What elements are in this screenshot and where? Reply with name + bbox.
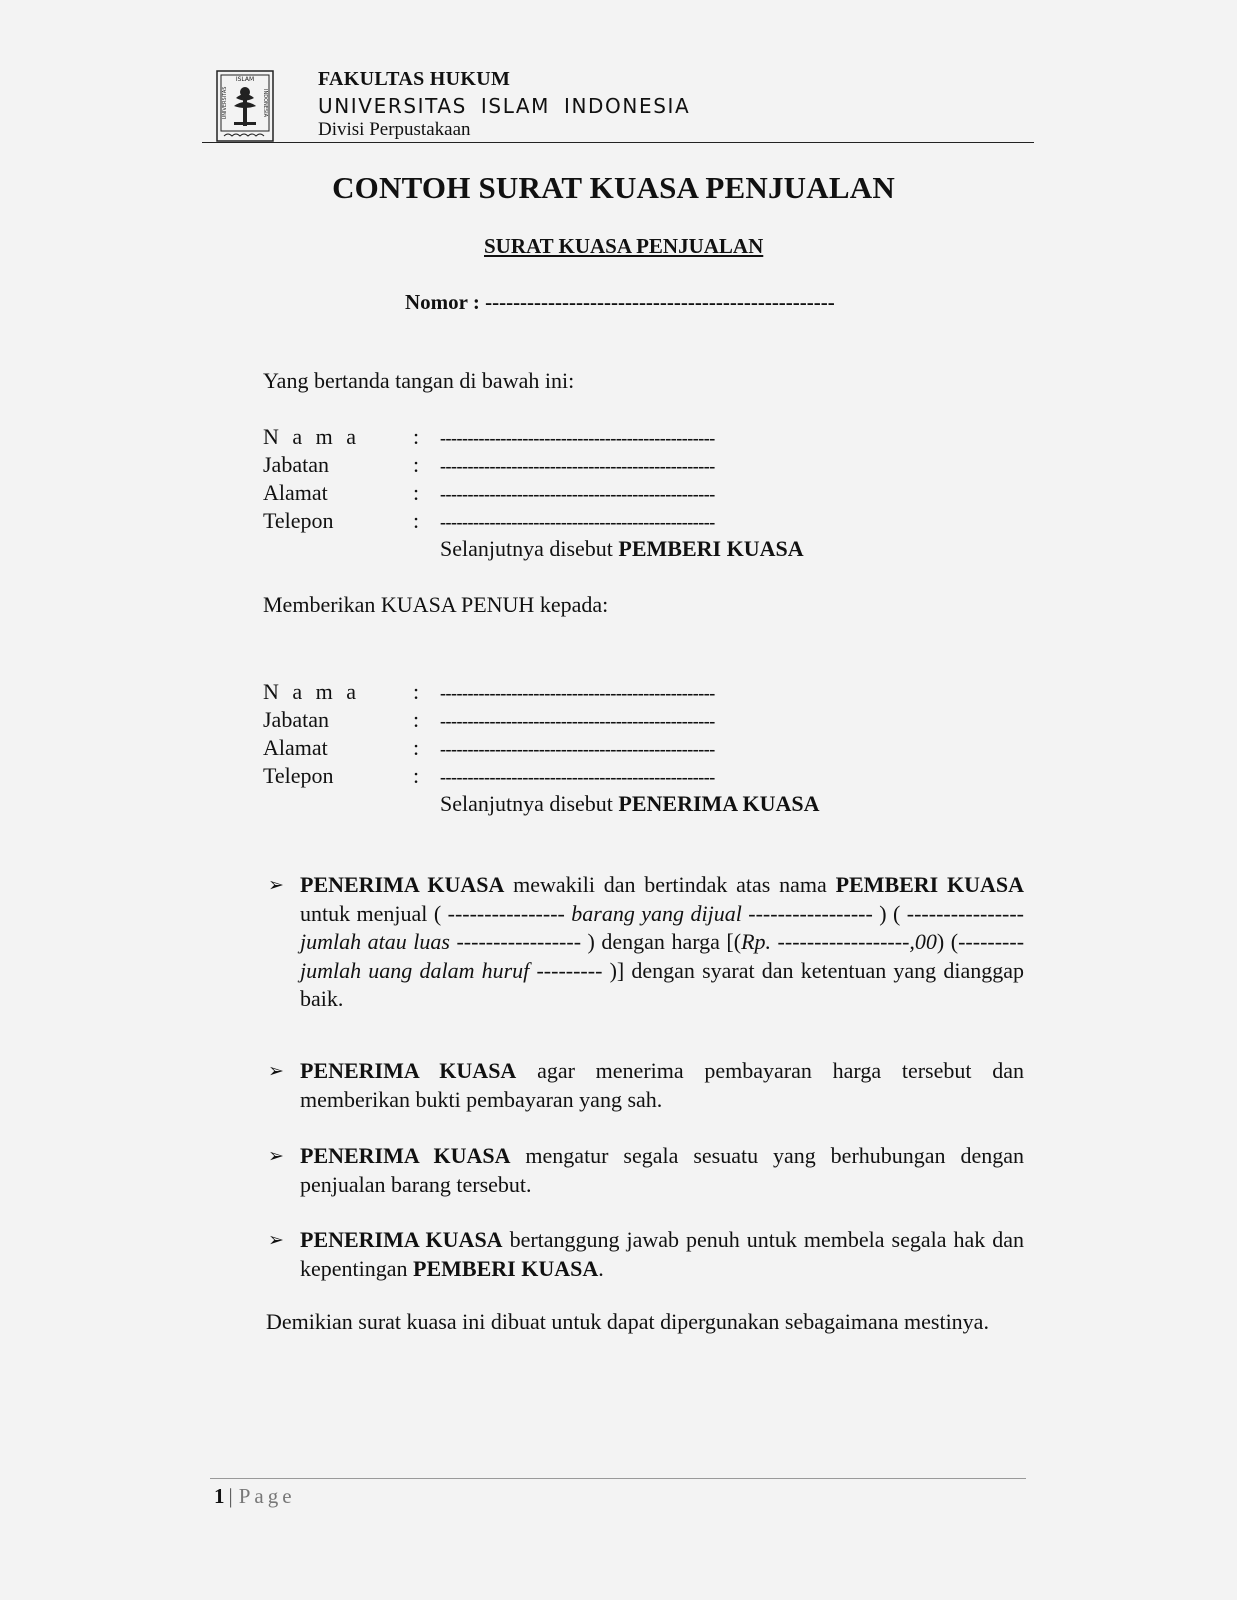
field-blank-telepon: --------------------------------------------------: [440, 512, 715, 532]
field-colon: :: [413, 508, 420, 533]
arrow-bullet-icon: ➢: [268, 1145, 284, 1167]
memberikan-text: Memberikan KUASA PENUH kepada:: [263, 592, 609, 617]
page-label: Page: [238, 1484, 296, 1508]
svg-text:INDONESIA: INDONESIA: [262, 89, 268, 117]
field-label-alamat: Alamat: [263, 480, 328, 505]
arrow-bullet-icon: ➢: [268, 1060, 284, 1082]
field-blank-jabatan: --------------------------------------------------: [440, 711, 715, 731]
letter-subtitle: SURAT KUASA PENJUALAN: [484, 234, 764, 258]
field-colon: :: [413, 452, 420, 477]
field-label-telepon: Telepon: [263, 763, 334, 788]
field-label-nama: N a m a: [263, 679, 361, 704]
closing-paragraph: Demikian surat kuasa ini dibuat untuk dapat dipergunakan sebagaimana mestinya.: [266, 1309, 989, 1334]
field-colon: :: [413, 424, 420, 449]
nomor-blank: --------------------------------------------------: [485, 290, 835, 314]
field-label-nama: N a m a: [263, 424, 361, 449]
faculty-name: FAKULTAS HUKUM: [318, 68, 511, 90]
nomor-label: Nomor :: [405, 290, 480, 314]
pemberi-designation: Selanjutnya disebut PEMBERI KUASA: [440, 536, 804, 561]
footer-divider: [210, 1478, 1026, 1479]
intro-text: Yang bertanda tangan di bawah ini:: [263, 368, 575, 393]
footer-separator: |: [228, 1484, 233, 1508]
field-blank-jabatan: --------------------------------------------------: [440, 456, 715, 476]
svg-text:ISLAM: ISLAM: [235, 76, 255, 83]
field-label-telepon: Telepon: [263, 508, 334, 533]
field-blank-alamat: --------------------------------------------------: [440, 484, 715, 504]
clause-3: PENERIMA KUASA mengatur segala sesuatu yang berhubungan dengan penjualan barang tersebut.: [300, 1143, 1024, 1197]
field-label-jabatan: Jabatan: [263, 707, 329, 732]
field-blank-nama: --------------------------------------------------: [440, 428, 715, 448]
penerima-designation: Selanjutnya disebut PENERIMA KUASA: [440, 791, 820, 816]
header-divider: [202, 142, 1034, 143]
university-logo: [216, 70, 274, 142]
field-blank-nama: --------------------------------------------------: [440, 683, 715, 703]
clause-1: PENERIMA KUASA mewakili dan bertindak atas nama PEMBERI KUASA untuk menjual ( ---------------- barang yang dijual ----------------- ) ( ---------------- jumlah atau luas ----------------- ) dengan harga [(Rp. ------------------,00) (--------- jumlah uang dalam huruf --------- )] dengan syarat dan ketentuan yang dianggap baik.: [300, 872, 1025, 1011]
arrow-bullet-icon: ➢: [268, 874, 284, 896]
field-label-alamat: Alamat: [263, 735, 328, 760]
field-colon: :: [413, 679, 420, 704]
page-number: 1: [214, 1484, 225, 1508]
field-blank-alamat: --------------------------------------------------: [440, 739, 715, 759]
clause-2: PENERIMA KUASA agar menerima pembayaran harga tersebut dan memberikan bukti pembayaran yang sah.: [300, 1058, 1024, 1112]
field-colon: :: [413, 763, 420, 788]
clause-4: PENERIMA KUASA bertanggung jawab penuh untuk membela segala hak dan kepentingan PEMBERI KUASA.: [300, 1227, 1024, 1281]
document-title: CONTOH SURAT KUASA PENJUALAN: [332, 170, 895, 205]
division-name: Divisi Perpustakaan: [318, 119, 471, 140]
field-colon: :: [413, 735, 420, 760]
field-label-jabatan: Jabatan: [263, 452, 329, 477]
field-colon: :: [413, 707, 420, 732]
page-footer: [214, 1484, 296, 1509]
university-name: UNIVERSITAS ISLAM INDONESIA: [318, 94, 691, 118]
field-colon: :: [413, 480, 420, 505]
letter-number: [405, 290, 835, 315]
arrow-bullet-icon: ➢: [268, 1229, 284, 1251]
field-blank-telepon: --------------------------------------------------: [440, 767, 715, 787]
svg-text:UNIVERSITAS: UNIVERSITAS: [222, 86, 228, 120]
